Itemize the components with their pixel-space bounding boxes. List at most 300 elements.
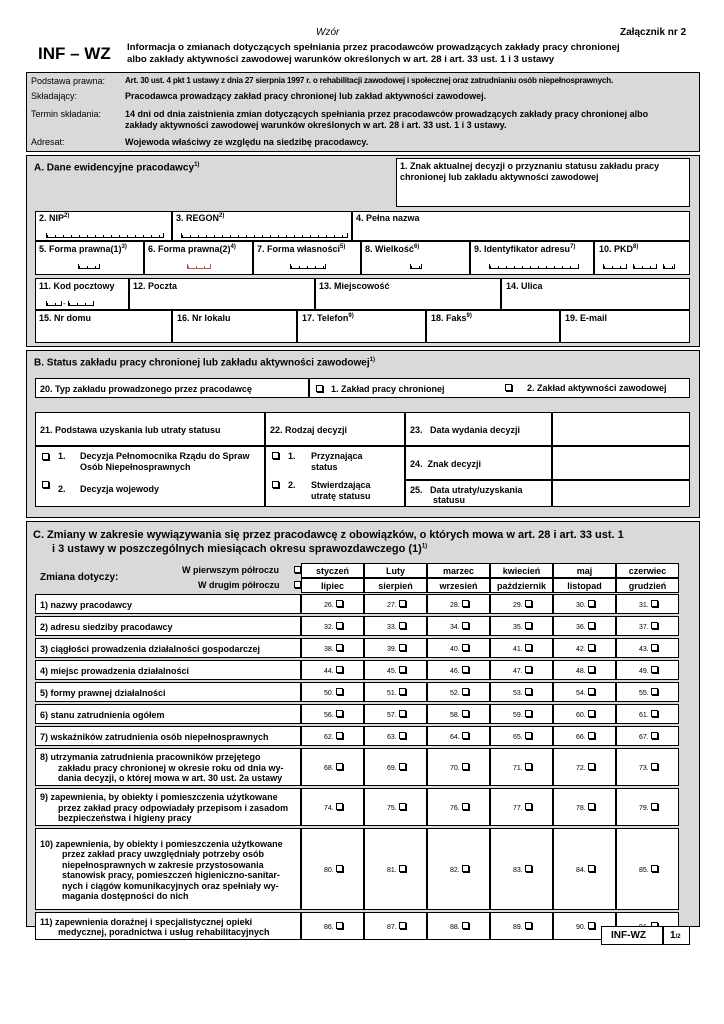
change-checkbox[interactable] [525,600,532,607]
month-h1-2: Luty [364,563,427,578]
field-23-label-cell [405,412,552,446]
change-row-10-month-3 [427,828,490,910]
field-22-header [265,412,405,446]
field-6-label: 6. Forma $prawna(2)^{4)}$ [148,244,236,254]
month-h2-2: sierpień [364,578,427,593]
field-number: 90. [576,924,586,931]
change-row-5-month-3 [427,682,490,702]
field-number: 30. [576,602,586,609]
change-checkbox[interactable] [336,922,343,929]
termin-label: Termin składania: [31,109,102,119]
field-24-label-cell [405,446,552,480]
change-checkbox[interactable] [651,710,658,717]
month-h1-4: kwiecień [490,563,553,578]
field-11-label: 11. Kod pocztowy [39,281,115,291]
form-title-line1: Informacja o zmianach dotyczących spełniania przez pracodawców prowadzących zakłady pracy chronionej [127,42,620,53]
half1-checkbox[interactable] [294,566,301,573]
change-checkbox[interactable] [525,644,532,651]
change-checkbox[interactable] [651,803,658,810]
field-number: 42. [576,646,586,653]
field-number: 77. [513,805,523,812]
field-number: 55. [639,690,649,697]
change-row-6-month-2 [364,704,427,724]
change-row-11-month-4 [490,912,553,940]
change-row-8-text-2: zakładu pracy chronionej w okresie roku od dnia wy- [58,762,284,773]
field-number: 37. [639,624,649,631]
change-row-7-month-3 [427,726,490,746]
change-row-10-text-3: niepełnosprawnych w zakresie przystosowania [62,859,264,870]
change-row-3-month-5 [553,638,616,658]
section-a-title: A. Dane ewidencyjne pracodawcy$^{1)}$ [34,162,200,174]
field-number: 86. [324,924,334,931]
change-row-9-month-1 [301,788,364,826]
change-checkbox[interactable] [651,865,658,872]
field-number: 47. [513,668,523,675]
field-23-value[interactable] [552,412,690,446]
change-row-3-label [35,638,301,658]
change-row-4-month-1 [301,660,364,680]
change-checkbox[interactable] [399,688,406,695]
change-row-11-text-1: 11) zapewnienia doraźnej i specjalistycznej opieki [40,916,253,927]
change-row-4-month-2 [364,660,427,680]
field-21-label: 21. Podstawa uzyskania lub utraty statusu [40,425,221,435]
field-10-label: 10. PKD$^{8)}$ [599,244,639,254]
change-checkbox[interactable] [336,732,343,739]
section-c-title-1: C. Zmiany w zakresie wywiązywania się przez pracodawcę z obowiązków, o których mowa w art. 28 i art. 33 ust. 1 [33,529,624,541]
option-zpch-label: 1. Zakład pracy chronionej [331,384,445,394]
change-row-2-month-2 [364,616,427,636]
change-checkbox[interactable] [525,732,532,739]
change-checkbox[interactable] [462,865,469,872]
month-h1-3: marzec [427,563,490,578]
attachment-label: Załącznik nr 2 [620,27,687,38]
field-10-ticks-b [633,264,657,269]
change-checkbox[interactable] [399,666,406,673]
change-checkbox[interactable] [588,803,595,810]
termin-value-1: 14 dni od dnia zaistnienia zmian dotyczących spełniania przez pracodawców prowadzących zakłady pracy chronionej albo [125,109,649,119]
change-row-9-text-2: przez zakład pracy odpowiadały przepisom i zasadom [58,802,289,813]
change-row-7-month-5 [553,726,616,746]
field-9-address-id[interactable] [470,241,594,275]
f21-option-1-checkbox[interactable] [42,453,49,460]
change-row-10-text-6: magania dostępności do nich [62,891,189,901]
change-row-1-month-5 [553,594,616,614]
field-7-label: 7. Forma własności$^{5)}$ [257,244,346,254]
change-checkbox[interactable] [588,922,595,929]
change-checkbox[interactable] [462,922,469,929]
change-checkbox[interactable] [336,622,343,629]
field-number: 26. [324,602,334,609]
field-number: 28. [450,602,460,609]
half2-checkbox[interactable] [294,581,301,588]
skladajacy-value: Pracodawca prowadzący zakład pracy chronionej lub zakład aktywności zawodowej. [125,91,487,101]
option-zaz-label: 2. Zakład aktywności zawodowej [527,383,667,393]
adresat-label: Adresat: [31,137,65,147]
change-row-4-month-3 [427,660,490,680]
field-14-street[interactable] [501,278,690,310]
change-row-3-month-3 [427,638,490,658]
field-number: 84. [576,867,586,874]
change-checkbox[interactable] [336,710,343,717]
field-16-label: 16. Nr lokalu [177,313,231,323]
change-checkbox[interactable] [651,732,658,739]
field-number: 50. [324,690,334,697]
field-number: 29. [513,602,523,609]
change-row-1-label [35,594,301,614]
change-row-2-month-3 [427,616,490,636]
adresat-value: Wojewoda właściwy ze względu na siedzibę pracodawcy. [125,137,369,147]
field-number: 48. [576,668,586,675]
change-checkbox[interactable] [462,732,469,739]
field-18-label: 18. Faks$^{9)}$ [431,313,472,323]
footer-page: 1/2 [663,926,690,945]
change-row-5-month-1 [301,682,364,702]
change-checkbox[interactable] [588,666,595,673]
change-row-10-text-4: stanowisk pracy, pomieszczeń higieniczno-sanitar- [62,870,280,880]
change-row-7-month-4 [490,726,553,746]
f21-option-1-label-a: Decyzja Pełnomocnika Rządu do Spraw [80,451,250,461]
change-checkbox[interactable] [462,666,469,673]
field-number: 43. [639,646,649,653]
change-checkbox[interactable] [336,666,343,673]
field-1-label: 1. Znak aktualnej decyzji o przyznaniu statusu zakładu pracy chronionej lub zakładu aktywności zawodowej [400,161,660,182]
change-checkbox[interactable] [399,710,406,717]
field-number: 53. [513,690,523,697]
change-checkbox[interactable] [588,622,595,629]
change-row-1-month-4 [490,594,553,614]
field-number: 58. [450,712,460,719]
month-h2-6: grudzień [616,578,679,593]
field-number: 27. [387,602,397,609]
f22-option-2-label-a: Stwierdzająca [311,480,371,490]
change-row-6-month-1 [301,704,364,724]
field-5-legal-form-1[interactable] [35,241,144,275]
field-19-email[interactable] [560,310,690,343]
change-row-5-month-2 [364,682,427,702]
change-checkbox[interactable] [462,688,469,695]
field-22-options [265,446,405,507]
change-checkbox[interactable] [525,688,532,695]
month-h2-1: lipiec [301,578,364,593]
f22-option-1-num: 1. [288,451,296,461]
change-row-8-text-1: 8) utrzymania zatrudnienia pracowników przejętego [40,752,261,763]
field-number: 46. [450,668,460,675]
change-row-6-month-3 [427,704,490,724]
field-number: 82. [450,867,460,874]
field-number: 57. [387,712,397,719]
field-number: 68. [324,765,334,772]
change-row-8-text-3: dania decyzji, o której mowa w art. 30 ust. 2a ustawy [58,773,283,784]
change-row-8-month-1 [301,748,364,786]
change-checkbox[interactable] [651,688,658,695]
change-checkbox[interactable] [651,644,658,651]
field-11-ticks-b [68,301,94,306]
f21-option-2-num: 2. [58,484,66,494]
change-checkbox[interactable] [525,922,532,929]
field-13-city[interactable] [315,278,501,310]
change-row-6-month-5 [553,704,616,724]
field-12-label: 12. Poczta [133,281,178,291]
change-row-10-month-6 [616,828,679,910]
field-19-label: 19. E-mail [565,313,608,323]
field-9-ticks [489,264,579,269]
skladajacy-label: Składający: [31,91,78,101]
field-24-value[interactable] [552,446,690,480]
change-checkbox[interactable] [399,865,406,872]
field-10-ticks-a [603,264,627,269]
change-row-1-month-6 [616,594,679,614]
field-number: 61. [639,712,649,719]
field-11-postal-code[interactable] [35,278,129,310]
field-4-full-name[interactable] [352,211,690,241]
half1-label: W pierwszym półroczu [182,565,280,575]
field-number: 81. [387,867,397,874]
field-7-ticks [290,264,326,269]
change-row-1-text-1: 1) nazwy pracodawcy [40,599,133,610]
change-row-11-month-1 [301,912,364,940]
change-checkbox[interactable] [525,622,532,629]
change-checkbox[interactable] [588,732,595,739]
change-row-8-month-2 [364,748,427,786]
change-checkbox[interactable] [588,710,595,717]
change-row-8-month-4 [490,748,553,786]
change-checkbox[interactable] [588,644,595,651]
change-checkbox[interactable] [336,803,343,810]
field-3-label: 3. REGON$^{2)}$ [176,213,225,223]
option-zpch-checkbox[interactable] [316,385,323,392]
field-number: 39. [387,646,397,653]
change-row-8-month-5 [553,748,616,786]
month-h1-5: maj [553,563,616,578]
change-row-7-month-6 [616,726,679,746]
change-row-8-month-6 [616,748,679,786]
field-10-ticks-c [663,264,675,269]
change-row-10-text-1: 10) zapewnienia, by obiekty i pomieszczenia użytkowane [40,838,283,849]
change-row-6-month-4 [490,704,553,724]
f21-option-2-label: Decyzja wojewody [80,484,160,494]
field-number: 69. [387,765,397,772]
field-17-label: 17. Telefon$^{9)}$ [302,313,354,323]
form-title-line2: albo zakłady aktywności zawodowej warunków określonych w art. 28 i art. 33 ust. 1 i 3 ustawy [127,54,555,65]
field-24-label: 24. Znak decyzji [410,459,482,469]
f21-option-1-num: 1. [58,451,66,461]
change-checkbox[interactable] [462,622,469,629]
change-checkbox[interactable] [462,644,469,651]
change-row-6-month-6 [616,704,679,724]
f22-option-1-label-a: Przyznająca [311,451,363,461]
field-6-legal-form-2[interactable] [144,241,253,275]
change-row-9-text-1: 9) zapewnienia, by obiekty i pomieszczenia użytkowane [40,792,278,803]
field-number: 31. [639,602,649,609]
change-row-11-text-2: medycznej, poradnictwa i usług rehabilitacyjnych [58,927,270,937]
change-checkbox[interactable] [399,622,406,629]
podstawa-value: Art. 30 ust. 4 pkt 1 ustawy z dnia 27 sierpnia 1997 r. o rehabilitacji zawodowej i społecznej oraz zatrudnianiu osób niepełnosprawnych. [125,76,613,85]
change-checkbox[interactable] [651,763,658,770]
change-row-9-month-2 [364,788,427,826]
field-number: 51. [387,690,397,697]
f21-option-2-checkbox[interactable] [42,481,49,488]
field-7-ownership[interactable] [253,241,361,275]
field-number: 40. [450,646,460,653]
change-checkbox[interactable] [336,644,343,651]
month-h2-5: listopad [553,578,616,593]
change-row-4-month-6 [616,660,679,680]
change-checkbox[interactable] [525,763,532,770]
field-number: 89. [513,924,523,931]
field-25-value[interactable] [552,480,690,507]
change-row-10-text-2: przez zakład pracy uwzględniały potrzeby osób [62,849,265,859]
change-row-9-month-4 [490,788,553,826]
f22-option-1-label-b: status [311,462,338,472]
field-number: 72. [576,765,586,772]
month-h1-6: czerwiec [616,563,679,578]
change-checkbox[interactable] [525,710,532,717]
change-row-10-month-1 [301,828,364,910]
change-row-8-month-3 [427,748,490,786]
field-25-label-cell [405,480,552,507]
f22-option-2-checkbox[interactable] [272,481,279,488]
change-row-2-label [35,616,301,636]
field-11-dash: - [63,299,66,308]
field-number: 80. [324,867,334,874]
change-row-3-month-2 [364,638,427,658]
wzor-label: Wzór [316,27,340,38]
field-15-house-number[interactable] [35,310,172,343]
change-row-2-month-5 [553,616,616,636]
half2-label: W drugim półroczu [198,580,280,590]
change-row-5-month-4 [490,682,553,702]
change-checkbox[interactable] [525,865,532,872]
field-number: 38. [324,646,334,653]
change-row-5-month-5 [553,682,616,702]
f22-option-1-checkbox[interactable] [272,452,279,459]
field-8-ticks [410,264,422,269]
field-3-regon[interactable] [172,211,352,241]
change-checkbox[interactable] [588,600,595,607]
change-row-6-text-1: 6) stanu zatrudnienia ogółem [40,709,165,720]
field-22-label: 22. Rodzaj decyzji [270,425,348,435]
section-c-title-2: i 3 ustawy w poszczególnych miesiącach okresu sprawozdawczego $(1)^{1)}$ [52,543,428,555]
change-checkbox[interactable] [525,803,532,810]
field-15-label: 15. Nr domu [39,313,92,323]
field-number: 41. [513,646,523,653]
podstawa-label: Podstawa prawna: [31,76,106,86]
field-number: 79. [639,805,649,812]
change-checkbox[interactable] [525,666,532,673]
field-12-post[interactable] [129,278,315,310]
change-checkbox[interactable] [336,600,343,607]
field-number: 64. [450,734,460,741]
change-checkbox[interactable] [336,688,343,695]
change-checkbox[interactable] [651,600,658,607]
nip-ticks [46,233,164,238]
zmiana-dotyczy-label: Zmiana dotyczy: [40,572,119,583]
change-checkbox[interactable] [588,763,595,770]
field-8-size[interactable] [361,241,470,275]
change-checkbox[interactable] [336,865,343,872]
field-number: 52. [450,690,460,697]
field-2-nip[interactable] [35,211,172,241]
change-checkbox[interactable] [462,600,469,607]
field-number: 88. [450,924,460,931]
change-row-2-month-1 [301,616,364,636]
field-number: 59. [513,712,523,719]
change-row-5-label [35,682,301,702]
field-16-apartment-number[interactable] [172,310,297,343]
change-checkbox[interactable] [651,666,658,673]
change-row-5-month-6 [616,682,679,702]
f21-option-1-label-b: Osób Niepełnosprawnych [80,462,191,472]
field-number: 67. [639,734,649,741]
field-10-pkd[interactable] [594,241,690,275]
change-row-3-text-1: 3) ciągłości prowadzenia działalności gospodarczej [40,643,261,654]
change-row-7-month-2 [364,726,427,746]
change-checkbox[interactable] [399,600,406,607]
field-number: 76. [450,805,460,812]
field-number: 56. [324,712,334,719]
field-9-label: 9. Identyfikator adresu$^{7)}$ [474,244,576,254]
change-row-3-month-6 [616,638,679,658]
field-number: 85. [639,867,649,874]
change-checkbox[interactable] [399,644,406,651]
change-checkbox[interactable] [651,622,658,629]
change-row-4-month-4 [490,660,553,680]
change-checkbox[interactable] [462,710,469,717]
change-row-8-label [35,748,301,786]
change-row-4-month-5 [553,660,616,680]
change-checkbox[interactable] [462,763,469,770]
field-number: 87. [387,924,397,931]
change-row-4-text-1: 4) miejsc prowadzenia działalności [40,665,190,676]
field-number: 73. [639,765,649,772]
change-row-6-label [35,704,301,724]
f22-option-2-num: 2. [288,480,296,490]
field-number: 65. [513,734,523,741]
field-20-label: 20. Typ zakładu prowadzonego przez pracodawcę [40,384,252,394]
change-row-5-text-1: 5) formy prawnej działalności [40,687,166,698]
change-row-10-label [35,828,301,910]
field-number: 45. [387,668,397,675]
field-13-label: 13. Miejscowość [319,281,390,291]
change-checkbox[interactable] [399,803,406,810]
footer-code: INF-WZ [601,926,663,945]
change-checkbox[interactable] [399,732,406,739]
field-20-options [309,378,690,398]
month-h2-4: październik [490,578,553,593]
option-zaz-checkbox[interactable] [505,384,512,391]
change-row-7-label [35,726,301,746]
field-6-ticks [187,264,211,269]
f22-option-2-label-b: utratę statusu [311,491,371,501]
field-18-fax[interactable] [426,310,560,343]
field-1-decision-number[interactable] [396,158,690,207]
field-14-label: 14. Ulica [506,281,543,291]
change-checkbox[interactable] [588,865,595,872]
field-21-options [35,446,265,507]
change-checkbox[interactable] [462,803,469,810]
field-17-phone[interactable] [297,310,426,343]
field-23-label: 23. Data wydania decyzji [410,425,521,435]
field-number: 36. [576,624,586,631]
field-11-ticks-a [46,301,62,306]
change-checkbox[interactable] [336,763,343,770]
change-checkbox[interactable] [399,763,406,770]
change-checkbox[interactable] [588,688,595,695]
section-b-title: B. Status zakładu pracy chronionej lub zakładu aktywności zawodowej$^{1)}$ [34,357,375,369]
change-checkbox[interactable] [399,922,406,929]
field-number: 75. [387,805,397,812]
field-5-ticks [78,264,100,269]
